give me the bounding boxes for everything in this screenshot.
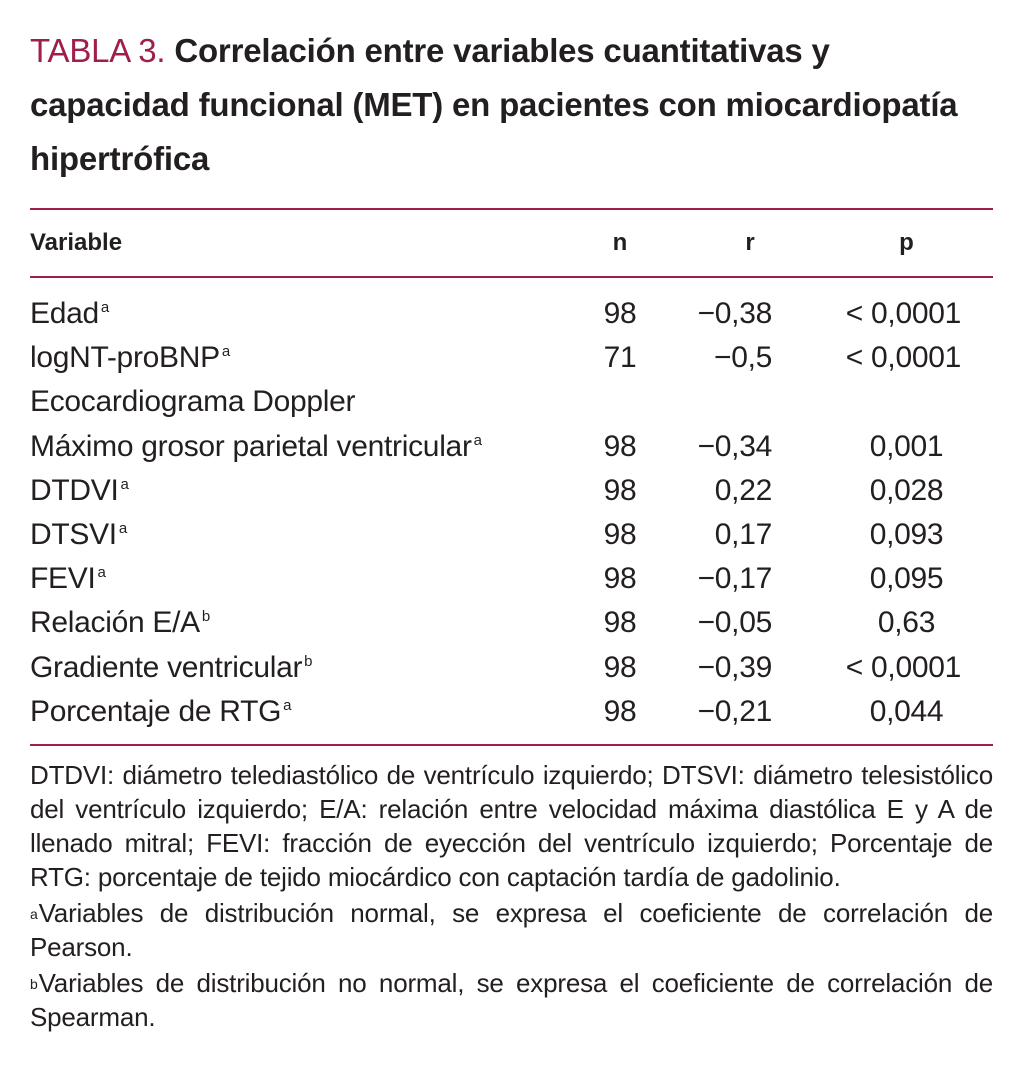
cell-n: 71 <box>603 341 637 375</box>
cell-n: 98 <box>603 518 637 552</box>
cell-variable <box>30 380 560 424</box>
cell-variable <box>30 646 560 690</box>
variable-label: logNT-proBNP <box>30 341 220 375</box>
header-r: r <box>745 229 755 256</box>
footnote-marker: a <box>118 520 127 538</box>
cell-n: 98 <box>603 473 637 507</box>
footnote-b <box>30 966 993 1034</box>
variable-label: Relación E/A <box>30 606 200 640</box>
footnote-marker: a <box>221 343 230 361</box>
cell-p: 0,63 <box>877 606 936 640</box>
cell-r: −0,39 <box>697 650 772 684</box>
variable-label: Edad <box>30 297 99 331</box>
cell-r: 0,22 <box>714 473 772 507</box>
footnote-a <box>30 896 993 964</box>
footnote-a-mark: a <box>30 905 38 922</box>
cell-r: −0,17 <box>697 562 772 596</box>
variable-label: Porcentaje de RTG <box>30 694 282 728</box>
table-body <box>30 277 993 744</box>
table-title <box>30 24 993 186</box>
footnote-b-text: Variables de distribución no normal, se expresa el coeficiente de correlación de Spearman. <box>30 967 993 1032</box>
cell-variable <box>30 513 560 557</box>
cell-p: 0,001 <box>869 429 944 463</box>
variable-label: Ecocardiograma Doppler <box>30 385 356 419</box>
cell-variable <box>30 277 560 336</box>
table-row <box>30 425 993 469</box>
footnote-marker: a <box>283 696 292 714</box>
cell-n: 98 <box>603 606 637 640</box>
table-label: TABLA 3. <box>30 32 166 69</box>
header-p: p <box>899 229 914 256</box>
cell-n: 98 <box>603 694 637 728</box>
cell-p: 0,028 <box>869 473 944 507</box>
cell-n: 98 <box>603 429 637 463</box>
cell-variable <box>30 336 560 380</box>
footnote-marker: b <box>304 652 313 670</box>
cell-n: 98 <box>603 297 637 331</box>
variable-label: DTDVI <box>30 473 119 507</box>
cell-variable <box>30 469 560 513</box>
data-table <box>30 210 993 744</box>
header-row <box>30 210 993 277</box>
cell-r: −0,34 <box>697 429 772 463</box>
table-row <box>30 277 993 336</box>
table-caption: Correlación entre variables cuantitativas y capacidad funcional (MET) en pacientes con miocardiopatía hipertrófica <box>30 32 958 177</box>
cell-variable <box>30 557 560 601</box>
cell-p: < 0,0001 <box>845 650 961 684</box>
footnote-marker: a <box>100 299 109 317</box>
bottom-rule <box>30 744 993 746</box>
footnote-marker: b <box>201 608 210 626</box>
cell-p: 0,044 <box>869 694 944 728</box>
cell-r: −0,5 <box>713 341 772 375</box>
cell-p <box>820 380 993 424</box>
cell-p: < 0,0001 <box>845 297 961 331</box>
footnote-marker: a <box>120 475 129 493</box>
cell-n: 98 <box>603 562 637 596</box>
table-notes <box>30 758 993 1034</box>
abbreviations-note: DTDVI: diámetro telediastólico de ventrículo izquierdo; DTSVI: diámetro telesistólico del ventrículo izquierdo; E/A: relación entre velocidad máxima diastólica E y A de llenado mitral; FEVI: fracción de eyección del ventrículo izquierdo; Porcentaje de RTG: porcentaje de tejido miocárdico con captación tardía de gadolinio. <box>30 759 993 892</box>
variable-label: Gradiente ventricular <box>30 650 303 684</box>
cell-variable <box>30 601 560 645</box>
table-figure <box>30 24 993 1036</box>
cell-variable <box>30 425 560 469</box>
cell-n <box>560 380 680 424</box>
table-row <box>30 513 993 557</box>
cell-r: −0,05 <box>697 606 772 640</box>
cell-r: −0,38 <box>697 297 772 331</box>
table-row <box>30 469 993 513</box>
footnote-marker: a <box>473 431 482 449</box>
cell-r: −0,21 <box>697 694 772 728</box>
variable-label: Máximo grosor parietal ventricular <box>30 429 472 463</box>
table-row <box>30 646 993 690</box>
footnote-b-mark: b <box>30 975 38 992</box>
variable-label: DTSVI <box>30 518 117 552</box>
table-row <box>30 557 993 601</box>
table-row <box>30 336 993 380</box>
header-variable: Variable <box>30 229 123 256</box>
footnote-a-text: Variables de distribución normal, se expresa el coeficiente de correlación de Pearson. <box>30 897 993 962</box>
table-row <box>30 380 993 424</box>
cell-p: 0,093 <box>869 518 944 552</box>
cell-p: 0,095 <box>869 562 944 596</box>
cell-variable <box>30 690 560 744</box>
table-row <box>30 601 993 645</box>
cell-n: 98 <box>603 650 637 684</box>
header-n: n <box>612 229 628 256</box>
cell-r <box>680 380 820 424</box>
variable-label: FEVI <box>30 562 96 596</box>
cell-p: < 0,0001 <box>845 341 961 375</box>
cell-r: 0,17 <box>714 518 772 552</box>
table-row <box>30 690 993 744</box>
footnote-marker: a <box>97 564 106 582</box>
